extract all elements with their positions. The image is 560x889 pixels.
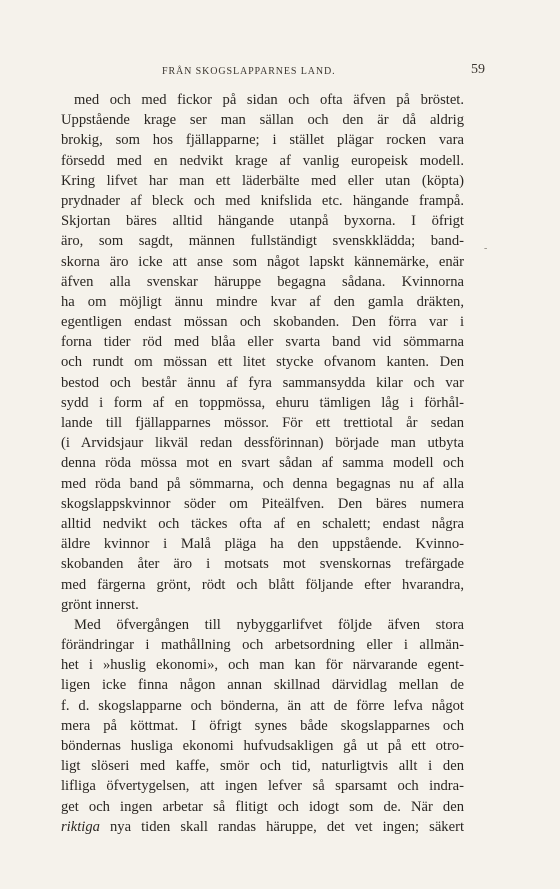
text-line: brokig, som hos fjällapparne; i stället plägar rocken vara: [61, 132, 464, 149]
body-text: [61, 90, 464, 837]
text-line: egentligen endast mössan och skobanden. Den förra var i: [61, 314, 464, 331]
text-line: het i »huslig ekonomi», och man kan för närvarande egent-: [61, 657, 464, 674]
text-line: med röda band på sömmarna, och denna begagnas nu af alla: [61, 475, 464, 492]
text-line: f. d. skogslapparne och bönderna, än att de förre lefva något: [61, 697, 464, 714]
text-line: prydnader af bleck och med knifslida etc. hängande frampå.: [61, 192, 464, 209]
text-line: (i Arvidsjaur likväl redan dessförinnan) började man utbyta: [61, 435, 464, 452]
page-number: 59: [471, 62, 485, 77]
text-line: äro, som sagdt, männen fullständigt svenskklädda; band-: [61, 233, 464, 250]
text-line: forna tider röd med blåa eller svarta band vid sömmarna: [61, 334, 464, 351]
text-line: Kring lifvet har man ett läderbälte med eller utan (köpta): [61, 172, 464, 189]
text-line: skobanden åter äro i motsats mot svenskornas trefärgade: [61, 556, 464, 573]
text-line: lifliga öfvertygelsen, att ingen lefver så sparsamt och indra-: [61, 778, 464, 795]
text-line: böndernas husliga ekonomi hufvudsakligen gå ut på ett otro-: [61, 738, 464, 754]
text-line: äfven alla svenskar häruppe begagna sådana. Kvinnorna: [61, 273, 464, 290]
text-line: denna röda mössa mot en svart sådan af samma modell och: [61, 455, 464, 472]
text-line: alltid nedvikt och täckes ofta af en schalett; endast några: [61, 515, 464, 532]
text-line: Skjortan bäres alltid hängande utanpå byxorna. I öfrigt: [61, 213, 464, 230]
running-header: [62, 62, 485, 82]
text-line: grönt innerst.: [61, 596, 139, 613]
text-line: mera på köttmat. I öfrigt synes både skogslapparnes och: [61, 717, 464, 734]
text-line: skorna äro icke att anse som något lapskt kännemärke, enär: [61, 253, 464, 270]
text-line: [61, 817, 464, 837]
text-line: med färgerna grönt, rödt och blått följande efter hvarandra,: [61, 576, 464, 593]
text-line: förändringar i mathållning och arbetsordning eller i allmän-: [61, 637, 464, 654]
text-line: bestod och består ännu af fyra sammansydda kilar och var: [61, 374, 464, 391]
text-line: lande till fjällapparnes mössor. För ett trettiotal år sedan: [61, 415, 464, 431]
text-line: ha om möjligt ännu mindre kvar af den gamla dräkten,: [61, 293, 464, 310]
running-title: FRÅN SKOGSLAPPARNES LAND.: [162, 66, 336, 77]
text-line: sydd i form af en toppmössa, ehuru tämligen låg i förhål-: [61, 394, 464, 411]
paragraph: [61, 90, 464, 615]
text-line: försedd med en nedvikt krage af vanlig europeisk modell.: [61, 152, 464, 169]
margin-mark: -: [484, 243, 488, 254]
text-line: Uppstående krage ser man sällan och den är då aldrig: [61, 112, 464, 129]
text-line: Med öfvergången till nybyggarlifvet följde äfven stora: [74, 616, 464, 633]
text-line: och rundt om mössan ett litet stycke ofvanom kanten. Den: [61, 354, 464, 371]
text-line: skogslappskvinnor söder om Piteälfven. Den bäres numera: [61, 495, 464, 512]
line-rest: nya tiden skall randas häruppe, det vet ingen; säkert: [99, 818, 464, 835]
text-line: get och ingen arbetar så flitigt och idogt som de. När den: [61, 798, 464, 815]
text-line: med och med fickor på sidan och ofta äfven på bröstet.: [74, 92, 464, 108]
italic-word: riktiga: [61, 818, 100, 835]
paragraph: [61, 615, 464, 837]
text-line: ligt slöseri med kaffe, smör och tid, naturligtvis allt i den: [61, 758, 464, 775]
text-line: äldre kvinnor i Malå pläga ha den uppstående. Kvinno-: [61, 536, 464, 553]
text-line: ligen icke finna någon annan skillnad därvidlag mellan de: [61, 677, 464, 694]
